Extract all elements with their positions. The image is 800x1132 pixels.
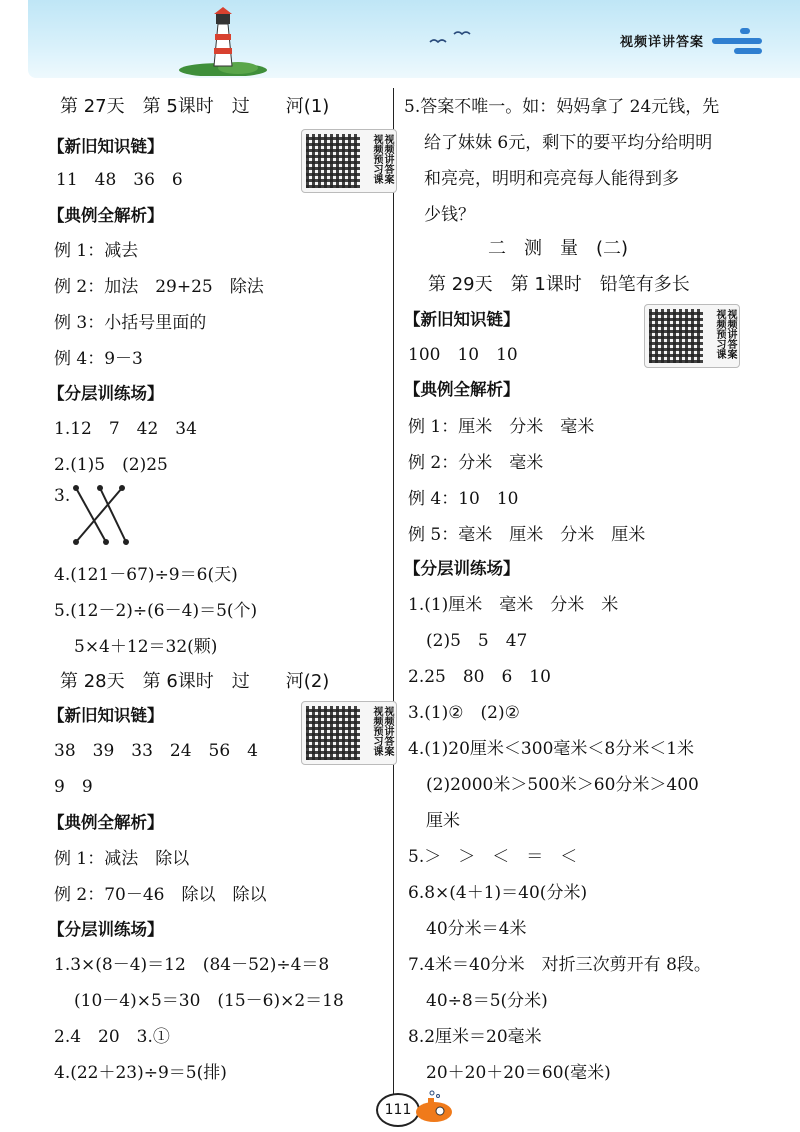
example-1: 例 1：减去 xyxy=(54,241,139,261)
lesson-28-title: 第 28天 第 6课时 过 河(2) xyxy=(60,671,330,692)
header-banner xyxy=(28,0,800,78)
bird-icon xyxy=(428,28,474,48)
section-practice: 【分层训练场】 xyxy=(404,559,520,578)
practice-4: 4.(1)20厘米＜300毫米＜8分米＜1米 xyxy=(408,739,695,759)
section-knowledge-chain: 【新旧知识链】 xyxy=(48,137,164,156)
example-2: 例 2：分米 毫米 xyxy=(408,453,544,473)
unit-title: 二 测 量 (二) xyxy=(488,238,629,259)
practice-5-line2: 5×4＋12＝32(颗) xyxy=(74,637,218,657)
section-knowledge-chain: 【新旧知识链】 xyxy=(48,706,164,725)
practice-8: 8.2厘米＝20毫米 xyxy=(408,1027,542,1047)
practice-8-line2: 20＋20＋20＝60(毫米) xyxy=(426,1063,611,1083)
practice-1-line2: (2)5 5 47 xyxy=(426,631,528,651)
qr-code-image xyxy=(649,309,703,363)
practice-2: 2.(1)5 (2)25 xyxy=(54,455,168,475)
matching-lines-diagram xyxy=(70,484,134,546)
practice-4: 4.(121－67)÷9＝6(天) xyxy=(54,565,238,585)
section-knowledge-chain: 【新旧知识链】 xyxy=(404,310,520,329)
practice-3: 3.(1)② (2)② xyxy=(408,703,520,723)
qr-label: 视频讲答案视频预习课 xyxy=(371,134,393,184)
practice-3: 3. xyxy=(54,486,71,506)
lesson-29-title: 第 29天 第 1课时 铅笔有多长 xyxy=(428,274,690,295)
page-number: 111 xyxy=(376,1093,420,1127)
practice-2: 2.25 80 6 10 xyxy=(408,667,551,687)
practice-4-line2: (2)2000米＞500米＞60分米＞400 xyxy=(426,775,699,795)
practice-5-line3: 和亮亮，明明和亮亮每人能得到多 xyxy=(424,169,679,189)
lighthouse-icon xyxy=(178,6,268,76)
practice-5-line4: 少钱？ xyxy=(424,205,475,225)
example-3: 例 3：小括号里面的 xyxy=(54,313,207,333)
section-examples: 【典例全解析】 xyxy=(404,380,520,399)
practice-5-line2: 给了妹妹 6元，剩下的要平均分给明明 xyxy=(424,133,713,153)
practice-6: 6.8×(4＋1)＝40(分米) xyxy=(408,883,588,903)
answer-line: 38 39 33 24 56 4 xyxy=(54,741,258,761)
section-examples: 【典例全解析】 xyxy=(48,206,164,225)
qr-code[interactable] xyxy=(644,304,740,368)
column-divider xyxy=(393,88,394,1100)
qr-code[interactable] xyxy=(301,701,397,765)
practice-5: 5.答案不唯一。如：妈妈拿了 24元钱，先 xyxy=(404,97,720,117)
answer-line: 100 10 10 xyxy=(408,345,518,365)
practice-5: 5.＞ ＞ ＜ ＝ ＜ xyxy=(408,847,578,867)
answer-line-2: 9 9 xyxy=(54,777,93,797)
logo-icon xyxy=(710,26,764,56)
lesson-27-title: 第 27天 第 5课时 过 河(1) xyxy=(60,96,330,117)
example-4: 例 4：9－3 xyxy=(54,349,143,369)
example-2: 例 2：加法 29+25 除法 xyxy=(54,277,264,297)
practice-4-line3: 厘米 xyxy=(426,811,460,831)
practice-4: 4.(22＋23)÷9＝5(排) xyxy=(54,1063,227,1083)
header-title: 视频详讲答案 xyxy=(619,35,704,50)
section-practice: 【分层训练场】 xyxy=(48,384,164,403)
answer-line: 11 48 36 6 xyxy=(56,170,183,190)
section-examples: 【典例全解析】 xyxy=(48,813,164,832)
example-4: 例 4：10 10 xyxy=(408,489,519,509)
practice-2: 2.4 20 3.① xyxy=(54,1027,170,1047)
qr-code-image xyxy=(306,706,360,760)
example-1: 例 1：厘米 分米 毫米 xyxy=(408,417,595,437)
practice-1: 1.(1)厘米 毫米 分米 米 xyxy=(408,595,619,615)
qr-label: 视频讲答案视频预习课 xyxy=(371,706,393,756)
qr-code[interactable] xyxy=(301,129,397,193)
practice-1-line2: (10－4)×5＝30 (15－6)×2＝18 xyxy=(74,991,344,1011)
example-5: 例 5：毫米 厘米 分米 厘米 xyxy=(408,525,646,545)
qr-label: 视频讲答案视频预习课 xyxy=(714,309,736,359)
practice-5: 5.(12－2)÷(6－4)＝5(个) xyxy=(54,601,258,621)
practice-6-line2: 40分米＝4米 xyxy=(426,919,527,939)
practice-7-line2: 40÷8＝5(分米) xyxy=(426,991,548,1011)
submarine-icon xyxy=(410,1090,454,1126)
example-1: 例 1：减法 除以 xyxy=(54,849,190,869)
practice-1: 1.12 7 42 34 xyxy=(54,419,197,439)
practice-7: 7.4米＝40分米 对折三次剪开有 8段。 xyxy=(408,955,711,975)
section-practice: 【分层训练场】 xyxy=(48,920,164,939)
practice-1: 1.3×(8－4)＝12 (84－52)÷4＝8 xyxy=(54,955,330,975)
qr-code-image xyxy=(306,134,360,188)
example-2: 例 2：70－46 除以 除以 xyxy=(54,885,267,905)
